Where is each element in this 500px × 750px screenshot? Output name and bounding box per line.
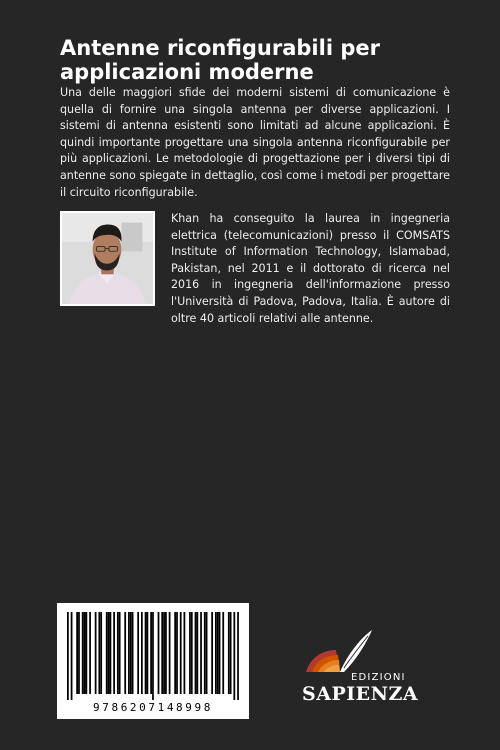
barcode-bar	[195, 612, 197, 694]
barcode-bar	[237, 612, 239, 700]
barcode-bar	[98, 612, 100, 694]
barcode-bar	[85, 612, 87, 694]
barcode-bar	[78, 612, 80, 694]
barcode-bar	[180, 612, 182, 694]
barcode-bar	[128, 612, 130, 694]
publisher-logo	[296, 628, 420, 708]
barcode-bar	[215, 612, 217, 694]
barcode-bar	[211, 612, 213, 694]
isbn-barcode	[57, 603, 249, 719]
barcode-bar	[89, 612, 91, 694]
isbn-number: 9786207148998	[93, 701, 213, 714]
book-title	[60, 36, 440, 84]
book-description: Una delle maggiori sfide dei moderni sistemi di comunicazione è quella di fornire una singola antenna per diverse applicazioni. I sistemi di antenna esistenti sono limitati ad alcune applicazioni. È quindi importante progettare una singola antenna riconfigurabile per più applicazioni. Le metodologie di progettazione per i diversi tipi di antenne sono spiegate in dettaglio, così come i metodi per progettare il circuito riconfigurabile.	[60, 86, 450, 199]
barcode-bar	[141, 612, 143, 694]
barcode-bar	[161, 612, 163, 694]
barcode-bars	[67, 612, 239, 700]
publisher-name: SAPIENZA	[302, 683, 419, 705]
quill-fan-logo-icon	[300, 628, 380, 678]
book-title-line-2: applicazioni moderne	[60, 60, 314, 84]
barcode-bar	[217, 612, 219, 694]
barcode-bar	[169, 612, 171, 694]
barcode-bar	[84, 612, 86, 694]
author-bio: Khan ha conseguito la laurea in ingegneria elettrica (telecomunicazioni) presso il COMSATS Institute of Information Technology, Islamabad, Pakistan, nel 2011 e il dottorato di ricerca nel 2016 in ingegneria dell'informazione presso l'Università di Padova, Padova, Italia. È autore di oltre 40 articoli relativi alle antenne.	[171, 212, 450, 325]
barcode-bar	[204, 612, 206, 694]
barcode-bar	[117, 612, 119, 694]
barcode-bar	[110, 612, 112, 694]
barcode-bar	[82, 612, 84, 694]
author-portrait-image	[62, 213, 153, 304]
barcode-bar	[71, 612, 73, 700]
book-title-line-1: Antenne riconfigurabili per	[60, 36, 380, 60]
barcode-bar	[95, 612, 97, 694]
barcode-bar	[191, 612, 193, 694]
barcode-bar	[189, 612, 191, 694]
barcode-bar	[158, 612, 160, 694]
barcode-bar	[132, 612, 134, 694]
barcode-bar	[147, 612, 149, 694]
barcode-bar	[174, 612, 176, 694]
barcode-bar	[230, 612, 232, 694]
barcode-bar	[76, 612, 78, 694]
barcode-bar	[228, 612, 230, 694]
barcode-bar	[219, 612, 221, 694]
barcode-bar	[130, 612, 132, 694]
barcode-bar	[100, 612, 102, 694]
barcode-bar	[119, 612, 121, 694]
barcode-bar	[106, 612, 108, 694]
barcode-bar	[113, 612, 115, 694]
barcode-bar	[233, 612, 235, 700]
barcode-bar	[137, 612, 139, 694]
barcode-bar	[145, 612, 147, 694]
barcode-bar	[163, 612, 165, 694]
barcode-bar	[206, 612, 208, 694]
barcode-bar	[222, 612, 224, 694]
barcode-bar	[184, 612, 186, 694]
barcode-bar	[196, 612, 198, 694]
publisher-label: EDIZIONI	[351, 672, 406, 683]
barcode-bar	[124, 612, 126, 694]
barcode-bar	[152, 612, 154, 700]
barcode-bar	[108, 612, 110, 694]
barcode-bar	[200, 612, 202, 694]
barcode-bar	[165, 612, 167, 694]
barcode-bar	[150, 612, 152, 694]
author-photo	[60, 211, 155, 306]
barcode-bar	[176, 612, 178, 694]
barcode-bar	[67, 612, 69, 700]
